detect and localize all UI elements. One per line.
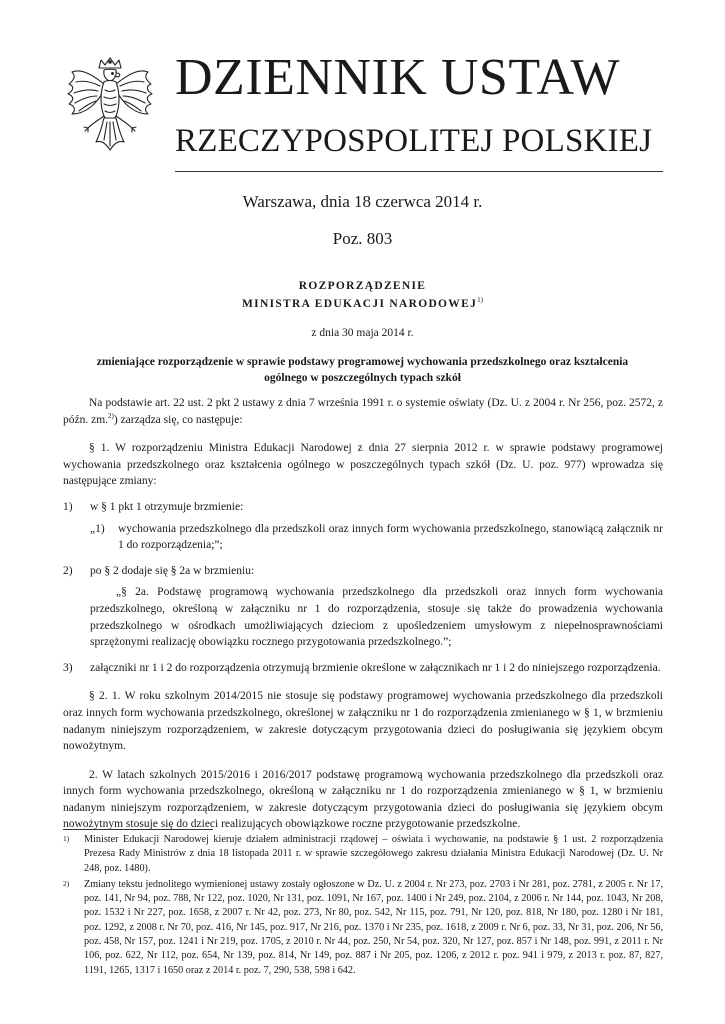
item-text: po § 2 dodaje się § 2a w brzmieniu: bbox=[90, 564, 255, 577]
sub-item-number: „1) bbox=[90, 522, 105, 535]
amendment-item-2 bbox=[63, 563, 663, 580]
act-date: z dnia 30 maja 2014 r. bbox=[311, 327, 414, 339]
issue-dateline: Warszawa, dnia 18 czerwca 2014 r. bbox=[242, 192, 483, 211]
act-subject: zmieniające rozporządzenie w sprawie podstawy programowej wychowania przedszkolnego oraz kształcenia ogólnego w poszczególnych typach szkół bbox=[96, 356, 629, 384]
amendment-item-1-content bbox=[63, 521, 663, 554]
item-text: w § 1 pkt 1 otrzymuje brzmienie: bbox=[90, 500, 244, 513]
amendment-item-3 bbox=[63, 660, 663, 677]
preamble-text-a: Na podstawie art. 22 ust. 2 pkt 2 ustawy z dnia 7 września 1991 r. o systemie oświaty (Dz. U. z 2004 r. Nr 256, poz. 2572, z późn. zm. bbox=[63, 397, 663, 426]
footnote-ref-2: 2) bbox=[108, 411, 114, 420]
masthead-divider bbox=[175, 171, 663, 172]
footnotes bbox=[63, 833, 663, 978]
footnote-text: Minister Edukacji Narodowej kieruje działem administracji rządowej – oświata i wychowanie, na podstawie § 1 ust. 2 rozporządzenia Prezesa Rady Ministrów z dnia 18 listopada 2011 r. w sprawie szczegółowego zakresu działania Ministra Edukacji Narodowej (Dz. U. Nr 248, poz. 1480). bbox=[84, 834, 663, 874]
footnote-1 bbox=[63, 833, 663, 876]
preamble-text-b: ) zarządza się, co następuje: bbox=[113, 413, 243, 426]
act-type: ROZPORZĄDZENIE bbox=[298, 280, 427, 292]
preamble bbox=[63, 395, 663, 428]
masthead-title: DZIENNIK USTAW bbox=[175, 49, 620, 106]
section-2-paragraph-1: § 2. 1. W roku szkolnym 2014/2015 nie stosuje się podstawy programowej wychowania przedszkolnego dla przedszkoli oraz innych form wychowania przedszkolnego, określonej w załączniku nr 1 do rozporządzenia zmienianego w § 1, w brzmieniu nadanym niniejszym rozporządzeniem, w zakresie dotyczącym przygotowania dzieci do posługiwania się językiem obcym nowożytnym. bbox=[63, 690, 663, 753]
masthead-subtitle: RZECZYPOSPOLITEJ POLSKIEJ bbox=[175, 123, 653, 159]
amendment-item-2-quote: „§ 2a. Podstawę programową wychowania przedszkolnego dla przedszkoli oraz innych form wychowania przedszkolnego, określoną w załączniku nr 1 do rozporządzenia, stosuje się także do prowadzenia wychowania przedszkolnego w ośrodkach umożliwiających dzieciom z upośledzeniem umysłowym z niepełnosprawnościami sprzężonymi realizację obowiązku rocznego przygotowania przedszkolnego.”; bbox=[90, 586, 663, 649]
item-number: 3) bbox=[63, 661, 73, 674]
sub-item-text: wychowania przedszkolnego dla przedszkoli oraz innych form wychowania przedszkolnego, stanowiącą załącznik nr 1 do rozporządzenia;”; bbox=[118, 522, 663, 552]
section-1-intro: § 1. W rozporządzeniu Ministra Edukacji Narodowej z dnia 27 sierpnia 2012 r. w sprawie podstawy programowej wychowania przedszkolnego oraz kształcenia ogólnego w poszczególnych typach szkół (Dz. U. poz. 977) wprowadza się następujące zmiany: bbox=[63, 442, 663, 488]
amendment-item-1 bbox=[63, 499, 663, 516]
footnote-divider bbox=[63, 829, 213, 830]
issue-position: Poz. 803 bbox=[332, 229, 393, 248]
item-number: 2) bbox=[63, 564, 73, 577]
footnote-ref-1: 1) bbox=[477, 296, 483, 305]
act-body bbox=[63, 395, 663, 833]
act-issuer-text: MINISTRA EDUKACJI NARODOWEJ bbox=[242, 298, 478, 310]
item-number: 1) bbox=[63, 500, 73, 513]
footnote-number: 1) bbox=[63, 834, 70, 843]
footnote-number: 2) bbox=[63, 878, 70, 888]
footnote-text: Zmiany tekstu jednolitego wymienionej ustawy zostały ogłoszone w Dz. U. z 2004 r. Nr 273, poz. 2703 i Nr 281, poz. 2781, z 2005 r. Nr 17, poz. 141, Nr 94, poz. 788, Nr 122, poz. 1020, Nr 131, poz. 1091, Nr 167, poz. 1400 i Nr 249, poz. 2104, z 2006 r. Nr 144, poz. 1043, Nr 208, poz. 1532 i Nr 227, poz. 1658, z 2007 r. Nr 42, poz. 273, Nr 80, poz. 542, Nr 115, poz. 791, Nr 120, poz. 818, Nr 180, poz. 1280 i Nr 181, poz. 1292, z 2008 r. Nr 70, poz. 416, Nr 145, poz. 917, Nr 216, poz. 1370 i Nr 235, poz. 1618, z 2009 r. Nr 6, poz. 33, Nr 31, poz. 206, Nr 56, poz. 458, Nr 157, poz. 1241 i Nr 219, poz. 1705, z 2010 r. Nr 44, poz. 250, Nr 54, poz. 320, Nr 127, poz. 857 i Nr 148, poz. 991, z 2011 r. Nr 106, poz. 622, Nr 112, poz. 654, Nr 139, poz. 814, Nr 149, poz. 887 i Nr 205, poz. 1206, z 2012 r. poz. 941 i 979, z 2013 r. poz. 87, 827, 1191, 1265, 1317 i 1650 oraz z 2014 r. poz. 7, 290, 538, 598 i 642. bbox=[84, 878, 663, 976]
act-issuer bbox=[0, 298, 725, 310]
footnote-2 bbox=[63, 878, 663, 978]
item-text: załączniki nr 1 i 2 do rozporządzenia otrzymują brzmienie określone w załącznikach nr 1 i 2 do niniejszego rozporządzenia. bbox=[90, 661, 661, 674]
section-2-paragraph-2: 2. W latach szkolnych 2015/2016 i 2016/2017 podstawę programową wychowania przedszkolnego dla przedszkoli oraz innych form wychowania przedszkolnego, określoną w załączniku nr 1 do rozporządzenia zmienianego w § 1, w brzmieniu nadanym niniejszym rozporządzeniem, w zakresie dotyczącym przygotowania dzieci do posługiwania się językiem obcym nowożytnym stosuje się do dzieci realizujących obowiązkowe roczne przygotowanie przedszkolne. bbox=[63, 768, 663, 831]
polish-eagle-emblem-icon bbox=[60, 54, 160, 159]
